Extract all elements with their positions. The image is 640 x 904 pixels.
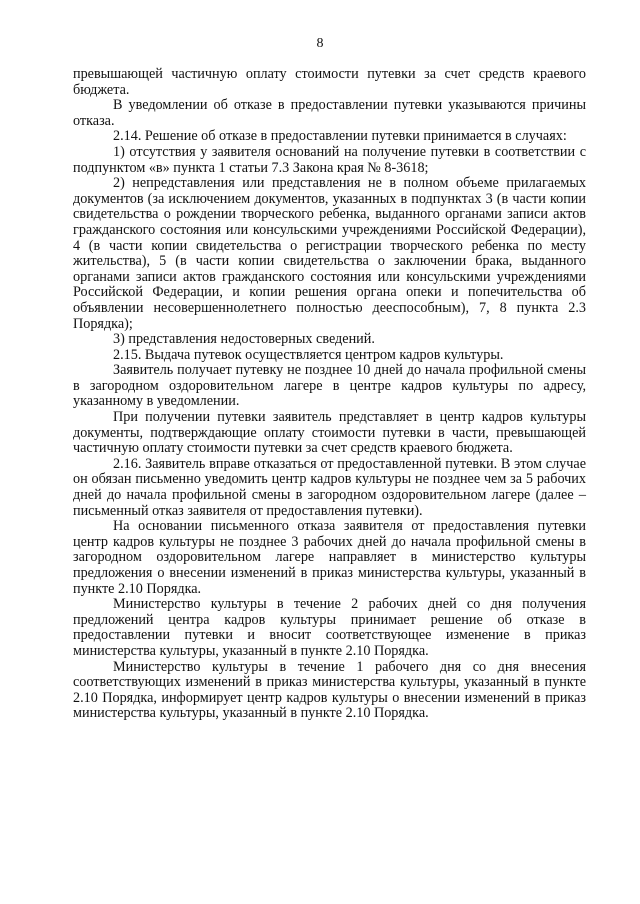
paragraph-2-16-notification: Министерство культуры в течение 1 рабочего дня со дня внесения соответствующих изменений в приказ министерства культуры, указанный в пункте 2.10 Порядка, информирует центр кадров культуры о внесении изменений в приказ министерства культуры, указанный в пункте 2.10 Порядка.	[73, 658, 586, 722]
paragraph-2-16-proposal: На основании письменного отказа заявителя от предоставления путевки центр кадров культуры не позднее 3 рабочих дней до начала профильной смены в загородном оздоровительном лагере направляет в министерство культуры предложения о внесении изменений в приказ министерства культуры, указанный в пункте 2.10 Порядка.	[73, 518, 586, 597]
paragraph-2-15-receipt: Заявитель получает путевку не позднее 10 дней до начала профильной смены в загородном оздоровительном лагере в центре кадров культуры по адресу, указанному в уведомлении.	[73, 362, 586, 410]
paragraph-2-14-item-3: 3) представления недостоверных сведений.	[113, 331, 375, 348]
paragraph-2-16: 2.16. Заявитель вправе отказаться от предоставленной путевки. В этом случае он обязан письменно уведомить центр кадров культуры не позднее чем за 5 рабочих дней до начала профильной смены в загородном оздоровительном лагере (далее – письменный отказ заявителя от предоставления путевки).	[73, 455, 586, 519]
paragraph-2-14-item-2: 2) непредставления или представления не в полном объеме прилагаемых документов (за исключением документов, указанных в подпунктах 3 (в части копии свидетельства о рождении творческого ребенка, выданного органами записи актов гражданского состояния или консульскими учреждениями Российской Федерации), 4 (в части копии свидетельства о регистрации творческого ребенка по месту жительства), 5 (в части копии свидетельства о заключении брака, выданного органами записи актов гражданского состояния или консульскими учреждениями Российской Федерации, и копии решения органа опеки и попечительства об объявлении несовершеннолетнего полностью дееспособным), 7, 8 пункта 2.3 Порядка);	[73, 175, 586, 332]
paragraph-refusal-reasons: В уведомлении об отказе в предоставлении путевки указываются причины отказа.	[73, 97, 586, 129]
page-number: 8	[316, 36, 324, 51]
paragraph-2-14: 2.14. Решение об отказе в предоставлении путевки принимается в случаях:	[113, 128, 567, 145]
paragraph-2-14-item-1: 1) отсутствия у заявителя оснований на получение путевки в соответствии с подпунктом «в» пункта 1 статьи 7.3 Закона края № 8-3618;	[73, 143, 586, 176]
paragraph-2-15-documents: При получении путевки заявитель представляет в центр кадров культуры документы, подтверждающие оплату стоимости путевки в части, превышающей частичную оплату стоимости путевки за счет средств краевого бюджета.	[73, 409, 586, 457]
paragraph-continuation: превышающей частичную оплату стоимости путевки за счет средств краевого бюджета.	[73, 66, 586, 98]
paragraph-2-16-decision: Министерство культуры в течение 2 рабочих дней со дня получения предложений центра кадров культуры принимает решение об отказе в предоставлении путевки и вносит соответствующее изменение в приказ министерства культуры, указанный в пункте 2.10 Порядка.	[73, 596, 586, 659]
paragraph-2-15: 2.15. Выдача путевок осуществляется центром кадров культуры.	[113, 346, 504, 363]
document-body	[73, 67, 586, 722]
